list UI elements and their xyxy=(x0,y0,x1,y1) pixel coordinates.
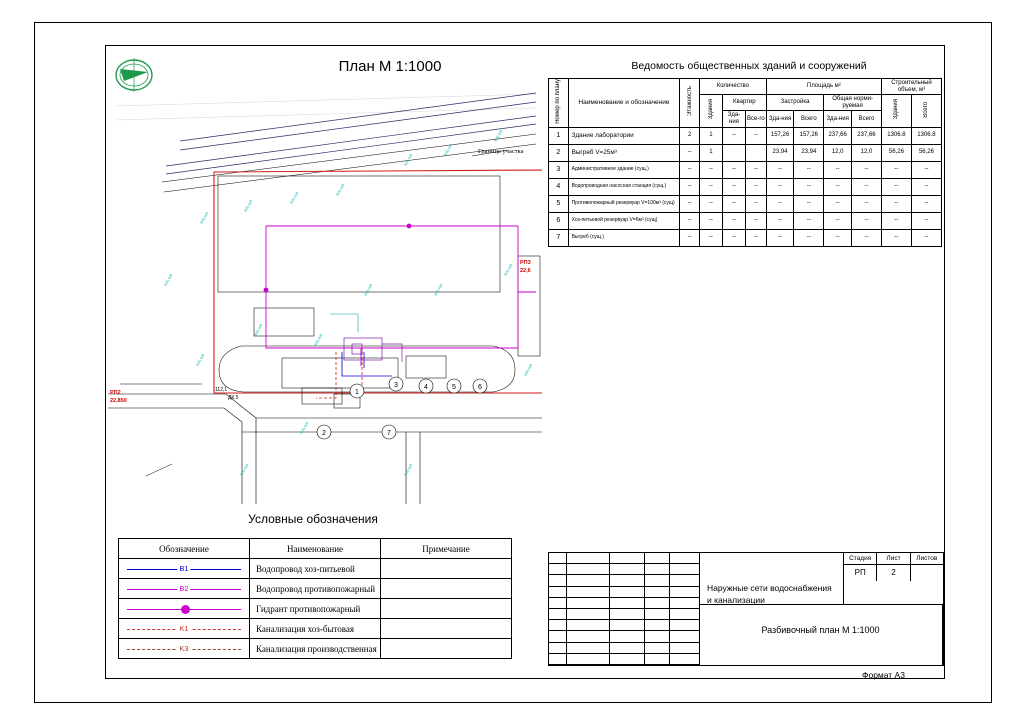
plan-title: План М 1:1000 xyxy=(338,58,442,75)
ved-cell-abt: -- xyxy=(794,161,824,178)
title-block-drawing-title: Разбивочный план М 1:1000 xyxy=(699,605,943,665)
legend-symbol xyxy=(119,599,250,619)
ved-cell-floors: -- xyxy=(680,144,700,161)
ved-hdr-volume-bld: Здания xyxy=(881,95,911,128)
svg-text:4: 4 xyxy=(424,384,428,391)
ved-cell-vb: -- xyxy=(881,178,911,195)
ved-cell-ant: -- xyxy=(851,212,881,229)
svg-text:ВЛ0,4кВ: ВЛ0,4кВ xyxy=(493,129,504,143)
ved-hdr-quantity: Количество xyxy=(699,79,766,95)
ved-cell-anb: -- xyxy=(824,212,852,229)
label-stage: Стадия xyxy=(844,553,877,564)
list-item xyxy=(119,559,512,579)
table-row xyxy=(549,144,942,161)
ved-cell-anb: -- xyxy=(824,161,852,178)
table-row xyxy=(549,212,942,229)
ved-cell-qb: -- xyxy=(699,229,722,246)
ved-cell-qab: -- xyxy=(722,212,745,229)
ved-cell-floors: -- xyxy=(680,212,700,229)
legend-note xyxy=(381,639,512,659)
svg-text:ВЛ0,4кВ: ВЛ0,4кВ xyxy=(443,143,454,157)
title-block-sheet-info xyxy=(843,553,943,605)
ved-cell-floors: -- xyxy=(680,161,700,178)
legend-symbol xyxy=(119,559,250,579)
ved-cell-vb: 1306.8 xyxy=(881,127,911,144)
svg-text:ВЛ0,4кВ: ВЛ0,4кВ xyxy=(253,323,264,337)
legend-name: Водопровод хоз-питьевой xyxy=(250,559,381,579)
svg-text:6: 6 xyxy=(478,384,482,391)
svg-text:ВЛ0,4кВ: ВЛ0,4кВ xyxy=(313,333,324,347)
marker-rp2-value: 22,850 xyxy=(110,398,127,404)
ved-cell-qat: -- xyxy=(745,212,766,229)
label-sheets: Листов xyxy=(916,555,938,562)
value-sheet: 2 xyxy=(877,565,910,581)
svg-text:ВЛ0,4кВ: ВЛ0,4кВ xyxy=(299,421,310,435)
ved-hdr-area-norm-bld: Зда-ния xyxy=(824,111,852,127)
svg-text:ВЛ0,4кВ: ВЛ0,4кВ xyxy=(199,211,210,225)
ved-cell-abb: 157,26 xyxy=(766,127,794,144)
ved-cell-qb: 1 xyxy=(699,127,722,144)
ved-cell-vb: -- xyxy=(881,195,911,212)
ved-cell-anb: -- xyxy=(824,178,852,195)
ved-cell-qab xyxy=(722,144,745,161)
ved-row-number: 3 xyxy=(549,161,569,178)
ved-hdr-area: Площадь м² xyxy=(766,79,881,95)
label-sheet: Лист xyxy=(877,553,910,564)
ved-cell-qab: -- xyxy=(722,229,745,246)
table-row xyxy=(549,195,942,212)
ved-cell-qab: -- xyxy=(722,195,745,212)
ved-cell-qat: -- xyxy=(745,127,766,144)
ved-cell-vb: -- xyxy=(881,229,911,246)
legend-symbol xyxy=(119,579,250,599)
ved-cell-abb: 23,94 xyxy=(766,144,794,161)
ved-cell-qat: -- xyxy=(745,161,766,178)
ved-hdr-name: Наименование и обозначение xyxy=(568,79,680,128)
ved-row-number: 5 xyxy=(549,195,569,212)
legend-symbol-label: B2 xyxy=(179,583,189,593)
legend-title: Условные обозначения xyxy=(248,512,378,526)
svg-text:ВЛ0,4кВ: ВЛ0,4кВ xyxy=(363,283,374,297)
ved-cell-vb: -- xyxy=(881,161,911,178)
svg-text:ВЛ0,4кВ: ВЛ0,4кВ xyxy=(239,463,250,477)
ved-hdr-qty-buildings: Здания xyxy=(699,95,722,128)
ved-cell-abt: 23,94 xyxy=(794,144,824,161)
legend-symbol-label: K1 xyxy=(179,623,189,633)
ved-cell-qab: -- xyxy=(722,127,745,144)
ved-hdr-area-norm: Общая норми-руемая xyxy=(824,95,882,111)
ved-row-name: Водопроводная насосная станция (сущ.) xyxy=(568,178,680,195)
legend-col-name: Наименование xyxy=(250,539,381,559)
ved-row-number: 6 xyxy=(549,212,569,229)
ved-cell-vt: -- xyxy=(911,195,941,212)
ved-cell-qb: -- xyxy=(699,178,722,195)
ved-cell-ant: 237,66 xyxy=(851,127,881,144)
ved-cell-vt: -- xyxy=(911,229,941,246)
ved-cell-vt: 1306.8 xyxy=(911,127,941,144)
ved-row-name: Хоз-питьевой резервуар V=6м³ (сущ) xyxy=(568,212,680,229)
legend-col-note: Примечание xyxy=(381,539,512,559)
legend-name: Водопровод противопожарный xyxy=(250,579,381,599)
svg-text:ВЛ0,4кВ: ВЛ0,4кВ xyxy=(243,199,254,213)
ved-hdr-qty-apt-total: Все-го xyxy=(745,111,766,127)
ved-cell-vt: -- xyxy=(911,161,941,178)
list-item xyxy=(119,639,512,659)
object-line-2: и канализации xyxy=(707,595,765,605)
svg-text:ВЛ0,4кВ: ВЛ0,4кВ xyxy=(289,191,300,205)
ved-hdr-area-build-bld: Зда-ния xyxy=(766,111,794,127)
list-item xyxy=(119,579,512,599)
svg-text:2: 2 xyxy=(322,430,326,437)
ved-hdr-area-norm-total: Всего xyxy=(851,111,881,127)
ved-cell-floors: -- xyxy=(680,229,700,246)
legend-note xyxy=(381,559,512,579)
marker-112-value: ДК.5 xyxy=(228,395,239,401)
ved-cell-abt: 157,26 xyxy=(794,127,824,144)
legend-note xyxy=(381,619,512,639)
ved-cell-vt: -- xyxy=(911,212,941,229)
legend-name: Канализация хоз-бытовая xyxy=(250,619,381,639)
ved-row-name: Административное здание (сущ.) xyxy=(568,161,680,178)
table-row xyxy=(549,178,942,195)
ved-cell-anb: -- xyxy=(824,195,852,212)
ved-cell-abb: -- xyxy=(766,195,794,212)
ved-cell-qat: -- xyxy=(745,195,766,212)
ved-hdr-area-build-total: Всего xyxy=(794,111,824,127)
table-row xyxy=(549,229,942,246)
ved-hdr-volume: Строительный объем, м³ xyxy=(881,79,941,95)
marker-112-name: 112,1 xyxy=(215,387,228,393)
ved-cell-qat: -- xyxy=(745,178,766,195)
ved-row-number: 7 xyxy=(549,229,569,246)
ved-cell-abt: -- xyxy=(794,212,824,229)
svg-text:ВЛ0,4кВ: ВЛ0,4кВ xyxy=(523,363,534,377)
ved-cell-qb: 1 xyxy=(699,144,722,161)
ved-cell-floors: 2 xyxy=(680,127,700,144)
ved-cell-anb: 237,66 xyxy=(824,127,852,144)
ved-cell-vb: 56,26 xyxy=(881,144,911,161)
table-row xyxy=(549,127,942,144)
ved-cell-abb: -- xyxy=(766,178,794,195)
svg-text:ВЛ0,4кВ: ВЛ0,4кВ xyxy=(403,463,414,477)
marker-rp3-value: 22,6 xyxy=(520,268,531,274)
table-row xyxy=(549,161,942,178)
svg-text:7: 7 xyxy=(387,430,391,437)
legend-name: Гидрант противопожарный xyxy=(250,599,381,619)
legend-note xyxy=(381,599,512,619)
title-block-revision-grid xyxy=(549,553,700,665)
list-item xyxy=(119,619,512,639)
ved-cell-ant: -- xyxy=(851,195,881,212)
legend-col-symbol: Обозначение xyxy=(119,539,250,559)
value-stage: РП xyxy=(844,565,877,581)
ved-cell-anb: -- xyxy=(824,229,852,246)
svg-text:ВЛ0,4кВ: ВЛ0,4кВ xyxy=(195,353,206,367)
object-line-1: Наружные сети водоснабжения xyxy=(707,583,832,593)
ved-cell-vb: -- xyxy=(881,212,911,229)
ved-cell-abt: -- xyxy=(794,229,824,246)
ved-cell-qb: -- xyxy=(699,161,722,178)
ved-cell-vt: 56,26 xyxy=(911,144,941,161)
title-block xyxy=(548,552,944,666)
ved-cell-qb: -- xyxy=(699,212,722,229)
ved-cell-floors: -- xyxy=(680,178,700,195)
ved-hdr-area-build: Застройка xyxy=(766,95,824,111)
legend-name: Канализация производственная xyxy=(250,639,381,659)
sheet-format-label: Формат А3 xyxy=(862,670,905,680)
legend-symbol xyxy=(119,619,250,639)
hydrant-icon xyxy=(181,605,190,614)
ved-cell-ant: -- xyxy=(851,178,881,195)
ved-cell-qat: -- xyxy=(745,229,766,246)
ved-row-name: Здание лаборатории xyxy=(568,127,680,144)
ved-row-number: 2 xyxy=(549,144,569,161)
ved-hdr-num: Номер по плану xyxy=(549,79,569,128)
site-border-label: Граница участка xyxy=(478,148,524,155)
ved-cell-qab: -- xyxy=(722,178,745,195)
ved-cell-abb: -- xyxy=(766,161,794,178)
vedomost-table xyxy=(548,78,942,247)
marker-rp3-name: РП3 xyxy=(520,260,531,266)
ved-cell-ant: 12,0 xyxy=(851,144,881,161)
legend-symbol-label: B1 xyxy=(179,563,189,573)
ved-cell-ant: -- xyxy=(851,229,881,246)
marker-rp2-name: РП2 xyxy=(110,390,121,396)
ved-hdr-volume-total: Всего xyxy=(911,95,941,128)
ved-cell-abt: -- xyxy=(794,178,824,195)
ved-cell-abt: -- xyxy=(794,195,824,212)
svg-text:3: 3 xyxy=(394,382,398,389)
ved-cell-qab: -- xyxy=(722,161,745,178)
ved-hdr-floors: Этажность xyxy=(680,79,700,128)
ved-row-number: 1 xyxy=(549,127,569,144)
svg-text:ВЛ0,4кВ: ВЛ0,4кВ xyxy=(163,273,174,287)
ved-cell-abb: -- xyxy=(766,212,794,229)
ved-cell-anb: 12,0 xyxy=(824,144,852,161)
legend-symbol xyxy=(119,639,250,659)
ved-row-name: Противопожарный резервуар V=100м³ (сущ) xyxy=(568,195,680,212)
ved-cell-qb: -- xyxy=(699,195,722,212)
ved-row-name: Выгреб (сущ.) xyxy=(568,229,680,246)
legend-symbol-label: K3 xyxy=(179,643,189,653)
ved-cell-qat xyxy=(745,144,766,161)
ved-cell-floors: -- xyxy=(680,195,700,212)
ved-hdr-qty-apartments: Квартир xyxy=(722,95,766,111)
ved-hdr-qty-apt-bld: Зда-ния xyxy=(722,111,745,127)
svg-text:ВЛ0,4кВ: ВЛ0,4кВ xyxy=(335,183,346,197)
ved-cell-ant: -- xyxy=(851,161,881,178)
value-sheets xyxy=(911,565,943,581)
site-plan-drawing xyxy=(106,46,542,506)
ved-row-name: Выгреб V=25м³ xyxy=(568,144,680,161)
legend-note xyxy=(381,579,512,599)
svg-text:ВЛ0,4кВ: ВЛ0,4кВ xyxy=(433,283,444,297)
list-item xyxy=(119,599,512,619)
svg-text:ВЛ0,4кВ: ВЛ0,4кВ xyxy=(403,153,414,167)
ved-cell-vt: -- xyxy=(911,178,941,195)
svg-text:5: 5 xyxy=(452,384,456,391)
svg-text:ВЛ0,4кВ: ВЛ0,4кВ xyxy=(503,263,514,277)
ved-row-number: 4 xyxy=(549,178,569,195)
ved-cell-abb: -- xyxy=(766,229,794,246)
svg-text:1: 1 xyxy=(355,389,359,396)
vedomost-title: Ведомость общественных зданий и сооружений xyxy=(631,60,867,72)
legend-table xyxy=(118,538,512,659)
